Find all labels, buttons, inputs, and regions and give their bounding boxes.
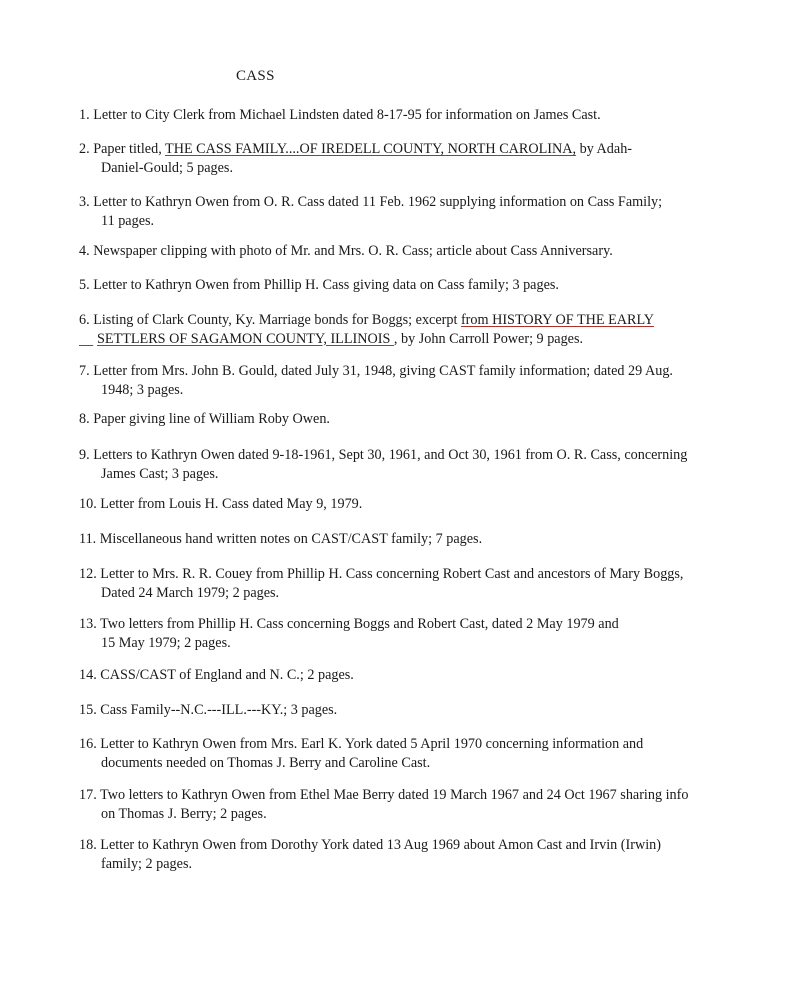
item-text: Letter to Kathryn Owen from Phillip H. Cass giving data on Cass family; 3 pages.: [93, 277, 559, 293]
list-item: [79, 140, 719, 177]
item-text: Paper giving line of William Roby Owen.: [93, 411, 330, 427]
item-number: 3.: [79, 194, 90, 210]
list-item: [79, 410, 719, 429]
item-text: Letter to Kathryn Owen from Dorothy York dated 13 Aug 1969 about Amon Cast and Irvin (Irwin): [100, 837, 661, 853]
item-number: 4.: [79, 243, 90, 259]
item-text: Letters to Kathryn Owen dated 9-18-1961, Sept 30, 1961, and Oct 30, 1961 from O. R. Cass, concerning: [93, 447, 688, 463]
list-item: [79, 193, 719, 230]
item-text: Two letters to Kathryn Owen from Ethel Mae Berry dated 19 March 1967 and 24 Oct 1967 sharing info: [100, 787, 689, 803]
item-continuation: , by John Carroll Power; 9 pages.: [393, 330, 584, 347]
item-number: 12.: [79, 566, 97, 582]
list-item: [79, 530, 719, 549]
underlined-title: from HISTORY OF THE EARLY: [460, 312, 654, 328]
item-number: 15.: [79, 702, 97, 718]
item-number: 17.: [79, 787, 97, 803]
item-number: 2.: [79, 141, 90, 157]
item-continuation: 11 pages.: [101, 212, 155, 229]
item-continuation: on Thomas J. Berry; 2 pages.: [101, 805, 267, 822]
list-item: [79, 446, 719, 483]
item-text: Letter to Kathryn Owen from O. R. Cass dated 11 Feb. 1962 supplying information on Cass Family;: [93, 194, 663, 210]
list-item: [79, 362, 719, 399]
item-text: CASS/CAST of England and N. C.; 2 pages.: [100, 667, 354, 683]
item-number: 5.: [79, 277, 90, 293]
list-item: [79, 276, 719, 295]
item-text: Letter from Louis H. Cass dated May 9, 1979.: [100, 496, 363, 512]
item-number: 10.: [79, 496, 97, 512]
item-text: Letter to Kathryn Owen from Mrs. Earl K. York dated 5 April 1970 concerning information and: [100, 736, 644, 752]
item-number: 16.: [79, 736, 97, 752]
list-item: [79, 701, 719, 720]
item-continuation: 15 May 1979; 2 pages.: [101, 634, 231, 651]
item-number: 14.: [79, 667, 97, 683]
item-continuation: family; 2 pages.: [101, 855, 193, 872]
item-text: Paper titled,: [93, 141, 166, 157]
item-number: 11.: [79, 531, 97, 547]
item-text: by Adah-: [576, 141, 633, 157]
item-number: 8.: [79, 411, 90, 427]
list-item: [79, 735, 719, 772]
item-continuation: Dated 24 March 1979; 2 pages.: [101, 584, 280, 601]
item-text: Listing of Clark County, Ky. Marriage bonds for Boggs; excerpt: [93, 312, 461, 328]
item-number: 13.: [79, 616, 97, 632]
document-title: CASS: [236, 68, 275, 84]
list-item: [79, 786, 719, 823]
list-item: [79, 311, 719, 348]
item-continuation: James Cast; 3 pages.: [101, 465, 219, 482]
item-continuation: Daniel-Gould; 5 pages.: [101, 159, 233, 176]
item-text: Miscellaneous hand written notes on CAST/CAST family; 7 pages.: [99, 531, 483, 547]
item-continuation: 1948; 3 pages.: [101, 381, 184, 398]
underlined-title: SETTLERS OF SAGAMON COUNTY, ILLINOIS: [97, 330, 394, 347]
item-number: 18.: [79, 837, 97, 853]
list-item: [79, 836, 719, 873]
item-text: Newspaper clipping with photo of Mr. and Mrs. O. R. Cass; article about Cass Anniversary.: [93, 243, 613, 259]
item-text: Letter from Mrs. John B. Gould, dated July 31, 1948, giving CAST family information; dated 29 Aug.: [93, 363, 673, 379]
item-text: Cass Family--N.C.---ILL.---KY.; 3 pages.: [100, 702, 338, 718]
list-item: [79, 565, 719, 602]
item-text: Letter to Mrs. R. R. Couey from Phillip H. Cass concerning Robert Cast and ancestors of Mary Boggs,: [100, 566, 684, 582]
underlined-title: THE CASS FAMILY....OF IREDELL COUNTY, NORTH CAROLINA,: [165, 141, 577, 157]
list-item: [79, 106, 719, 125]
list-item: [79, 242, 719, 261]
item-number: 1.: [79, 107, 90, 123]
list-item: [79, 495, 719, 514]
item-text: Letter to City Clerk from Michael Lindsten dated 8-17-95 for information on James Cast.: [93, 107, 601, 123]
list-item: [79, 666, 719, 685]
list-item: [79, 615, 719, 652]
item-number: 9.: [79, 447, 90, 463]
underline-lead: [79, 330, 97, 349]
item-text: Two letters from Phillip H. Cass concerning Boggs and Robert Cast, dated 2 May 1979 and: [100, 616, 619, 632]
item-number: 6.: [79, 312, 90, 328]
item-continuation: documents needed on Thomas J. Berry and Caroline Cast.: [101, 754, 431, 771]
item-number: 7.: [79, 363, 90, 379]
